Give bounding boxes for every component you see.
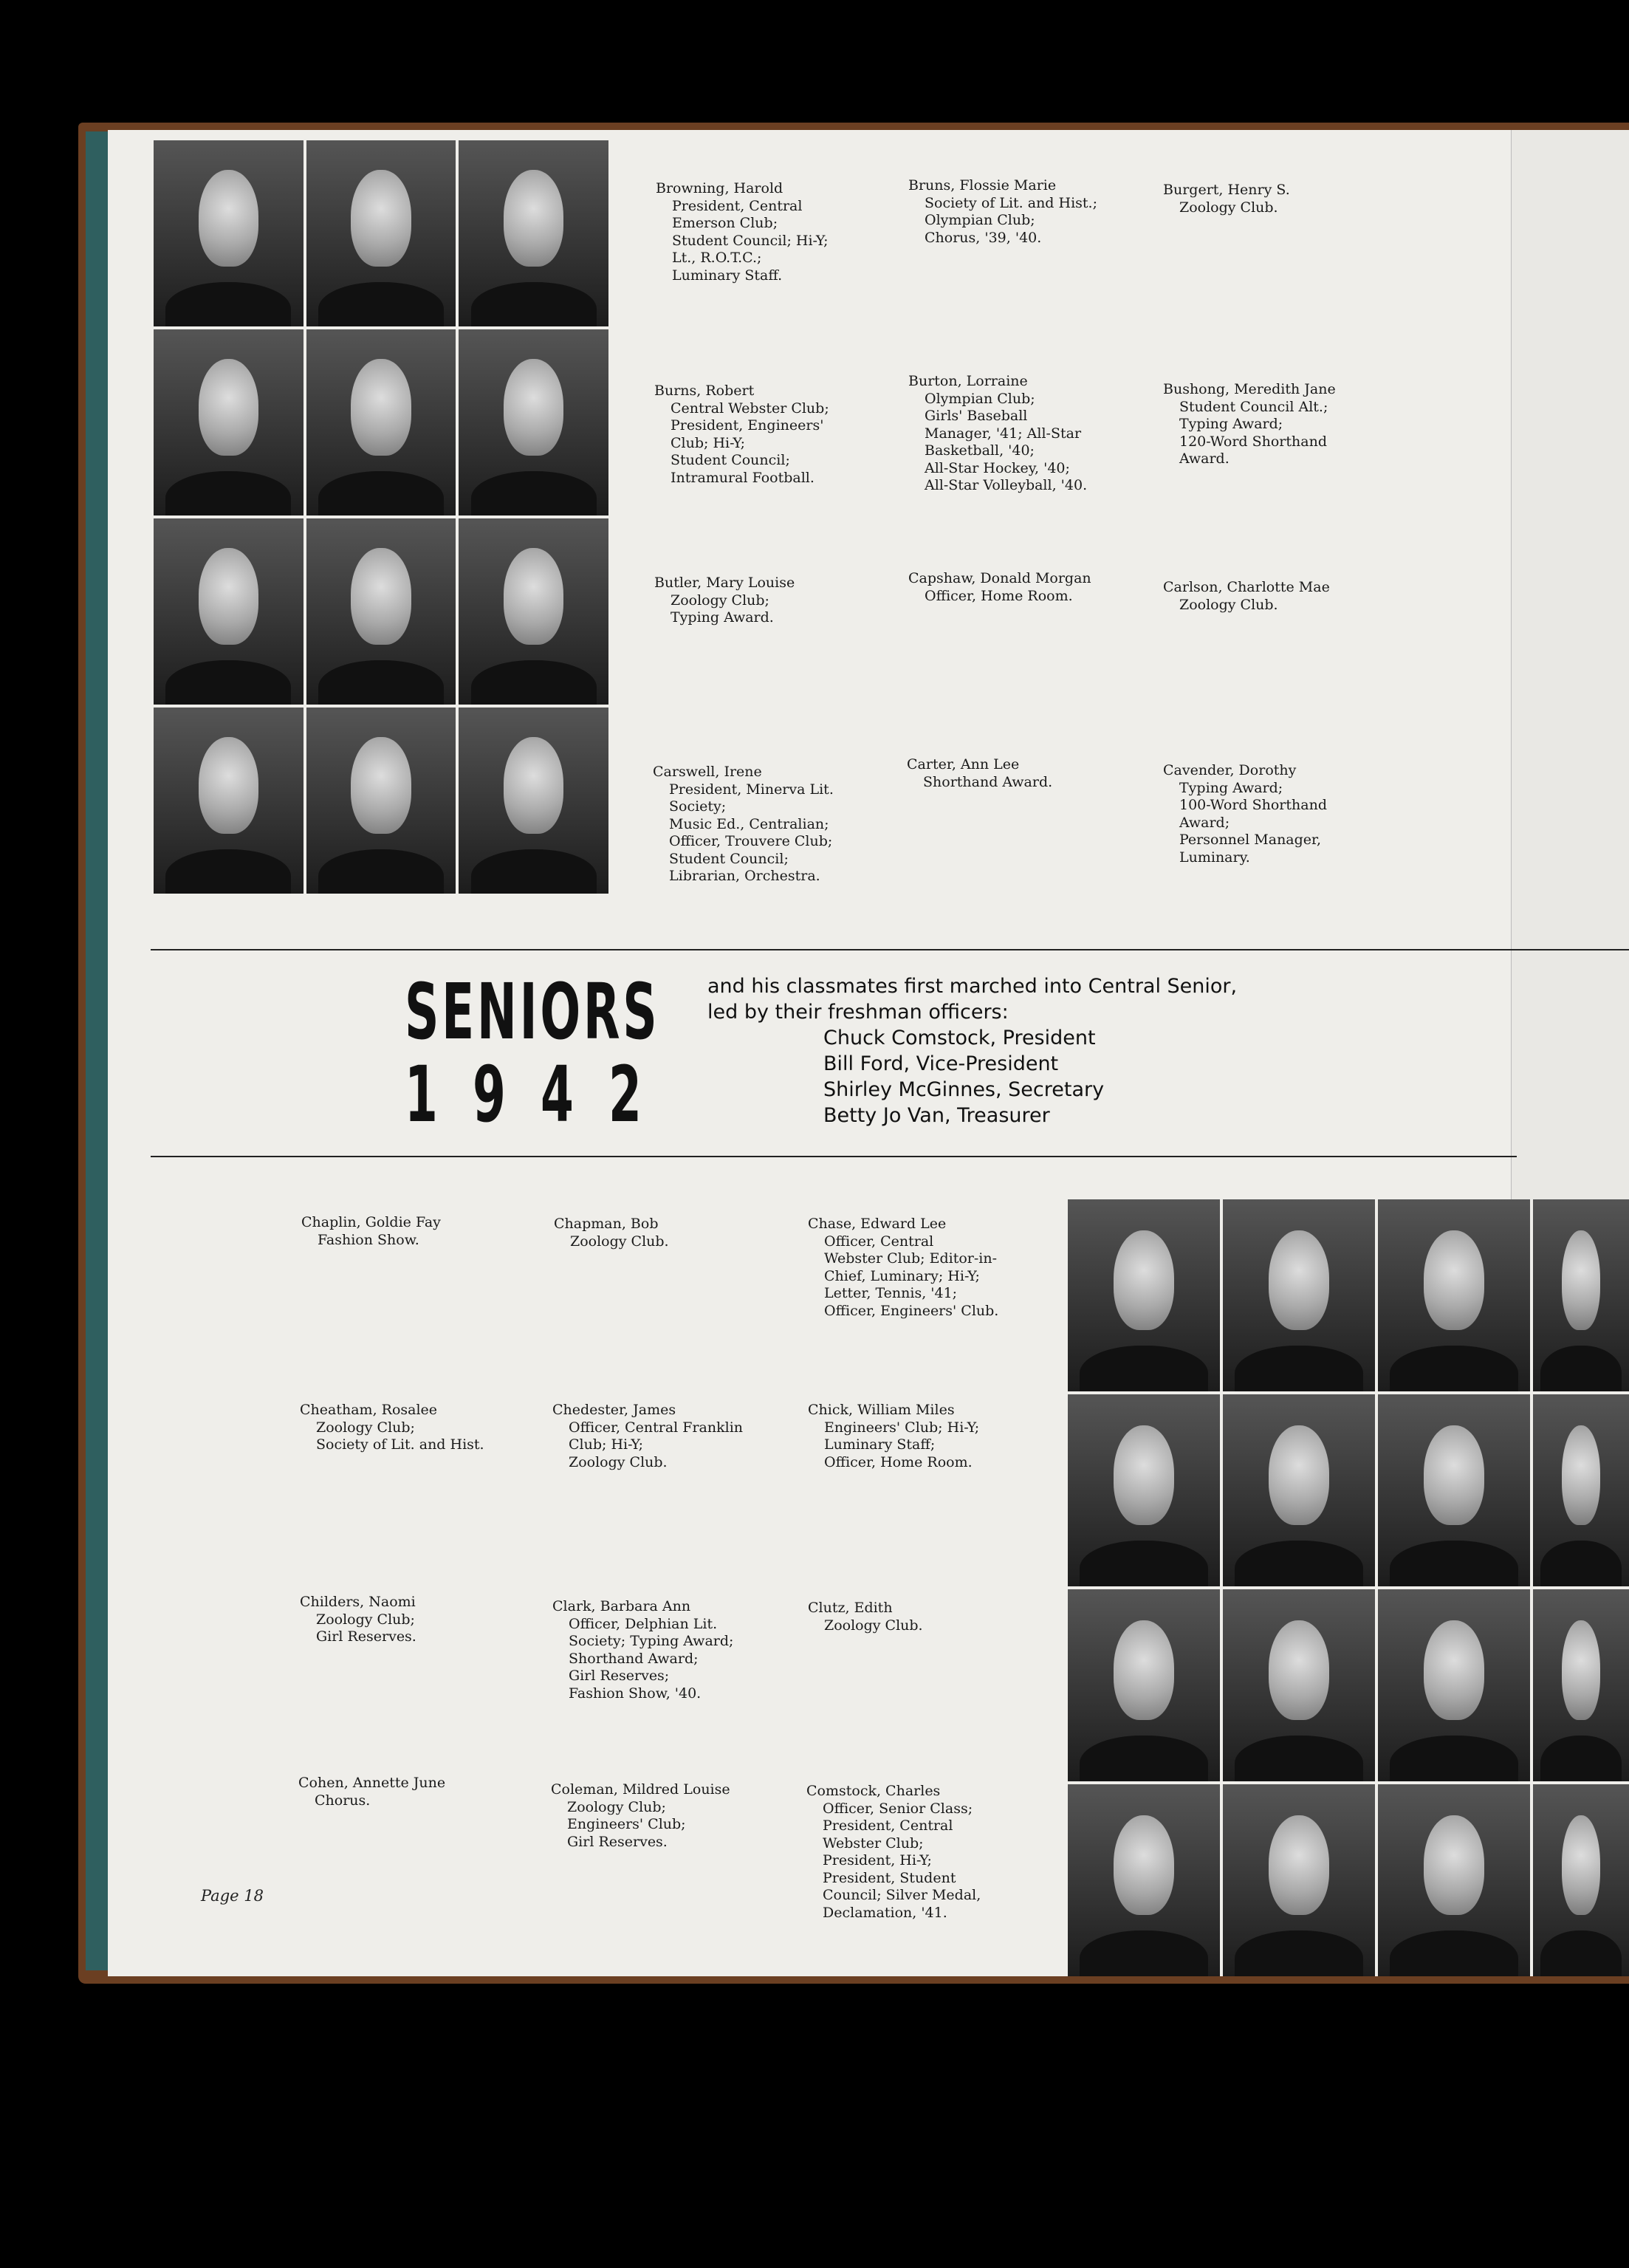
student-photo: [1223, 1589, 1375, 1781]
student-photo: [154, 329, 303, 515]
senior-activities: Olympian Club; Girls' Baseball Manager, '41; All-Star Basketball, '40; All-Star Hockey, '40; All-Star Volleyball, '40.: [925, 390, 1088, 493]
senior-name: Carter, Ann Lee: [907, 756, 1020, 772]
student-photo: [1533, 1784, 1629, 1976]
senior-entry: [654, 575, 795, 627]
senior-entry: [1163, 579, 1330, 614]
senior-activities: Zoology Club.: [570, 1233, 669, 1250]
student-photo: [459, 329, 608, 515]
banner-top-rule: [151, 949, 1629, 950]
senior-name: Burton, Lorraine: [908, 373, 1028, 389]
student-photo: [154, 518, 303, 705]
senior-activities: Officer, Home Room.: [925, 587, 1073, 604]
student-photo: [1533, 1199, 1629, 1391]
student-photo: [1378, 1394, 1530, 1586]
senior-name: Childers, Naomi: [300, 1594, 416, 1610]
senior-entry: [1163, 762, 1327, 866]
senior-entry: [656, 180, 828, 284]
student-photo: [1378, 1589, 1530, 1781]
student-photo: [154, 140, 303, 326]
student-photo: [1223, 1199, 1375, 1391]
student-photo: [1223, 1784, 1375, 1976]
officer-secretary: Shirley McGinnes, Secretary: [823, 1078, 1105, 1101]
student-photo: [1068, 1784, 1220, 1976]
student-photo: [1068, 1199, 1220, 1391]
senior-activities: Society of Lit. and Hist.; Olympian Club; Chorus, '39, '40.: [925, 194, 1097, 246]
senior-entry: [551, 1781, 730, 1851]
senior-name: Burgert, Henry S.: [1163, 182, 1290, 198]
page-number: Page 18: [201, 1887, 264, 1905]
senior-name: Chaplin, Goldie Fay: [301, 1214, 441, 1230]
senior-entry: [907, 756, 1052, 791]
student-photo: [306, 140, 456, 326]
senior-activities: Shorthand Award.: [923, 773, 1053, 790]
book-spine-strip: [86, 131, 108, 1970]
banner-bottom-rule: [151, 1156, 1517, 1157]
intro-line-2: led by their freshman officers:: [707, 1001, 1009, 1024]
student-photo: [306, 708, 456, 894]
senior-name: Chapman, Bob: [554, 1216, 659, 1232]
senior-name: Browning, Harold: [656, 180, 783, 196]
senior-entry: [300, 1594, 416, 1646]
senior-name: Cavender, Dorothy: [1163, 762, 1297, 778]
student-photo: [306, 329, 456, 515]
senior-entry: [653, 764, 834, 885]
officer-vice-president: Bill Ford, Vice-President: [823, 1052, 1059, 1075]
senior-entry: [552, 1598, 733, 1702]
senior-entry: [554, 1216, 669, 1250]
senior-name: Carswell, Irene: [653, 764, 762, 780]
senior-name: Bruns, Flossie Marie: [908, 177, 1057, 193]
student-photo: [459, 140, 608, 326]
senior-activities: President, Central Emerson Club; Student Council; Hi-Y; Lt., R.O.T.C.; Luminary Staff.: [672, 197, 829, 284]
senior-entry: [654, 383, 829, 487]
senior-name: Chedester, James: [552, 1402, 676, 1418]
senior-entry: [300, 1402, 484, 1454]
student-photo: [1068, 1394, 1220, 1586]
student-photo: [1223, 1394, 1375, 1586]
senior-activities: Zoology Club; Girl Reserves.: [316, 1611, 416, 1645]
senior-name: Carlson, Charlotte Mae: [1163, 579, 1330, 595]
senior-name: Cheatham, Rosalee: [300, 1402, 438, 1418]
senior-activities: Student Council Alt.; Typing Award; 120-Word Shorthand Award.: [1179, 398, 1328, 467]
student-photo: [1378, 1199, 1530, 1391]
senior-activities: Zoology Club.: [824, 1617, 923, 1634]
senior-entry: [908, 177, 1097, 247]
student-photo: [306, 518, 456, 705]
senior-name: Bushong, Meredith Jane: [1163, 381, 1336, 397]
senior-activities: Chorus.: [315, 1792, 371, 1809]
officer-treasurer: Betty Jo Van, Treasurer: [823, 1104, 1050, 1127]
officer-president: Chuck Comstock, President: [823, 1027, 1096, 1049]
bottom-photo-grid: [1068, 1199, 1629, 1976]
section-title-year: 1942: [405, 1049, 676, 1140]
senior-name: Clark, Barbara Ann: [552, 1598, 691, 1614]
student-photo: [1533, 1589, 1629, 1781]
student-photo: [1068, 1589, 1220, 1781]
senior-entry: [298, 1775, 445, 1809]
student-photo: [1533, 1394, 1629, 1586]
senior-name: Chase, Edward Lee: [808, 1216, 947, 1232]
senior-activities: Zoology Club; Society of Lit. and Hist.: [316, 1419, 484, 1453]
senior-entry: [908, 570, 1091, 605]
senior-entry: [808, 1216, 998, 1320]
senior-activities: Zoology Club; Typing Award.: [671, 592, 774, 626]
senior-activities: Officer, Senior Class; President, Central Webster Club; President, Hi-Y; President, Student Council; Silver Medal, Declamation, '41.: [823, 1800, 981, 1921]
next-page-edge: [1511, 130, 1629, 1201]
senior-activities: President, Minerva Lit. Society; Music Ed., Centralian; Officer, Trouvere Club; Student Council; Librarian, Orchestra.: [669, 781, 834, 884]
senior-entry: [808, 1402, 979, 1471]
senior-entry: [806, 1783, 981, 1922]
senior-entry: [552, 1402, 743, 1471]
senior-entry: [908, 373, 1087, 495]
senior-name: Butler, Mary Louise: [654, 575, 795, 591]
senior-activities: Central Webster Club; President, Engineers' Club; Hi-Y; Student Council; Intramural Football.: [671, 400, 829, 486]
senior-name: Comstock, Charles: [806, 1783, 941, 1799]
senior-activities: Typing Award; 100-Word Shorthand Award; Personnel Manager, Luminary.: [1179, 779, 1327, 866]
senior-activities: Officer, Delphian Lit. Society; Typing Award; Shorthand Award; Girl Reserves; Fashion Show, '40.: [569, 1615, 734, 1702]
student-photo: [1378, 1784, 1530, 1976]
senior-name: Burns, Robert: [654, 383, 755, 399]
senior-activities: Officer, Central Webster Club; Editor-in- Chief, Luminary; Hi-Y; Letter, Tennis, '41; Officer, Engineers' Club.: [824, 1233, 999, 1319]
senior-activities: Engineers' Club; Hi-Y; Luminary Staff; Officer, Home Room.: [824, 1419, 980, 1470]
senior-activities: Officer, Central Franklin Club; Hi-Y; Zoology Club.: [569, 1419, 744, 1470]
student-photo: [459, 518, 608, 705]
senior-activities: Fashion Show.: [318, 1231, 419, 1248]
senior-entry: [808, 1600, 923, 1634]
senior-entry: [1163, 381, 1336, 468]
senior-name: Cohen, Annette June: [298, 1775, 446, 1791]
senior-activities: Zoology Club; Engineers' Club; Girl Reserves.: [567, 1798, 686, 1850]
senior-entry: [1163, 182, 1290, 216]
senior-activities: Zoology Club.: [1179, 596, 1278, 613]
senior-name: Chick, William Miles: [808, 1402, 955, 1418]
student-photo: [154, 708, 303, 894]
senior-name: Capshaw, Donald Morgan: [908, 570, 1091, 586]
intro-line-1: and his classmates first marched into Central Senior,: [707, 975, 1238, 998]
student-photo: [459, 708, 608, 894]
senior-entry: [301, 1214, 441, 1249]
section-title-seniors: SENIORS: [405, 967, 660, 1057]
senior-activities: Zoology Club.: [1179, 199, 1278, 216]
top-photo-grid: [154, 140, 608, 894]
senior-name: Coleman, Mildred Louise: [551, 1781, 730, 1798]
senior-name: Clutz, Edith: [808, 1600, 893, 1616]
